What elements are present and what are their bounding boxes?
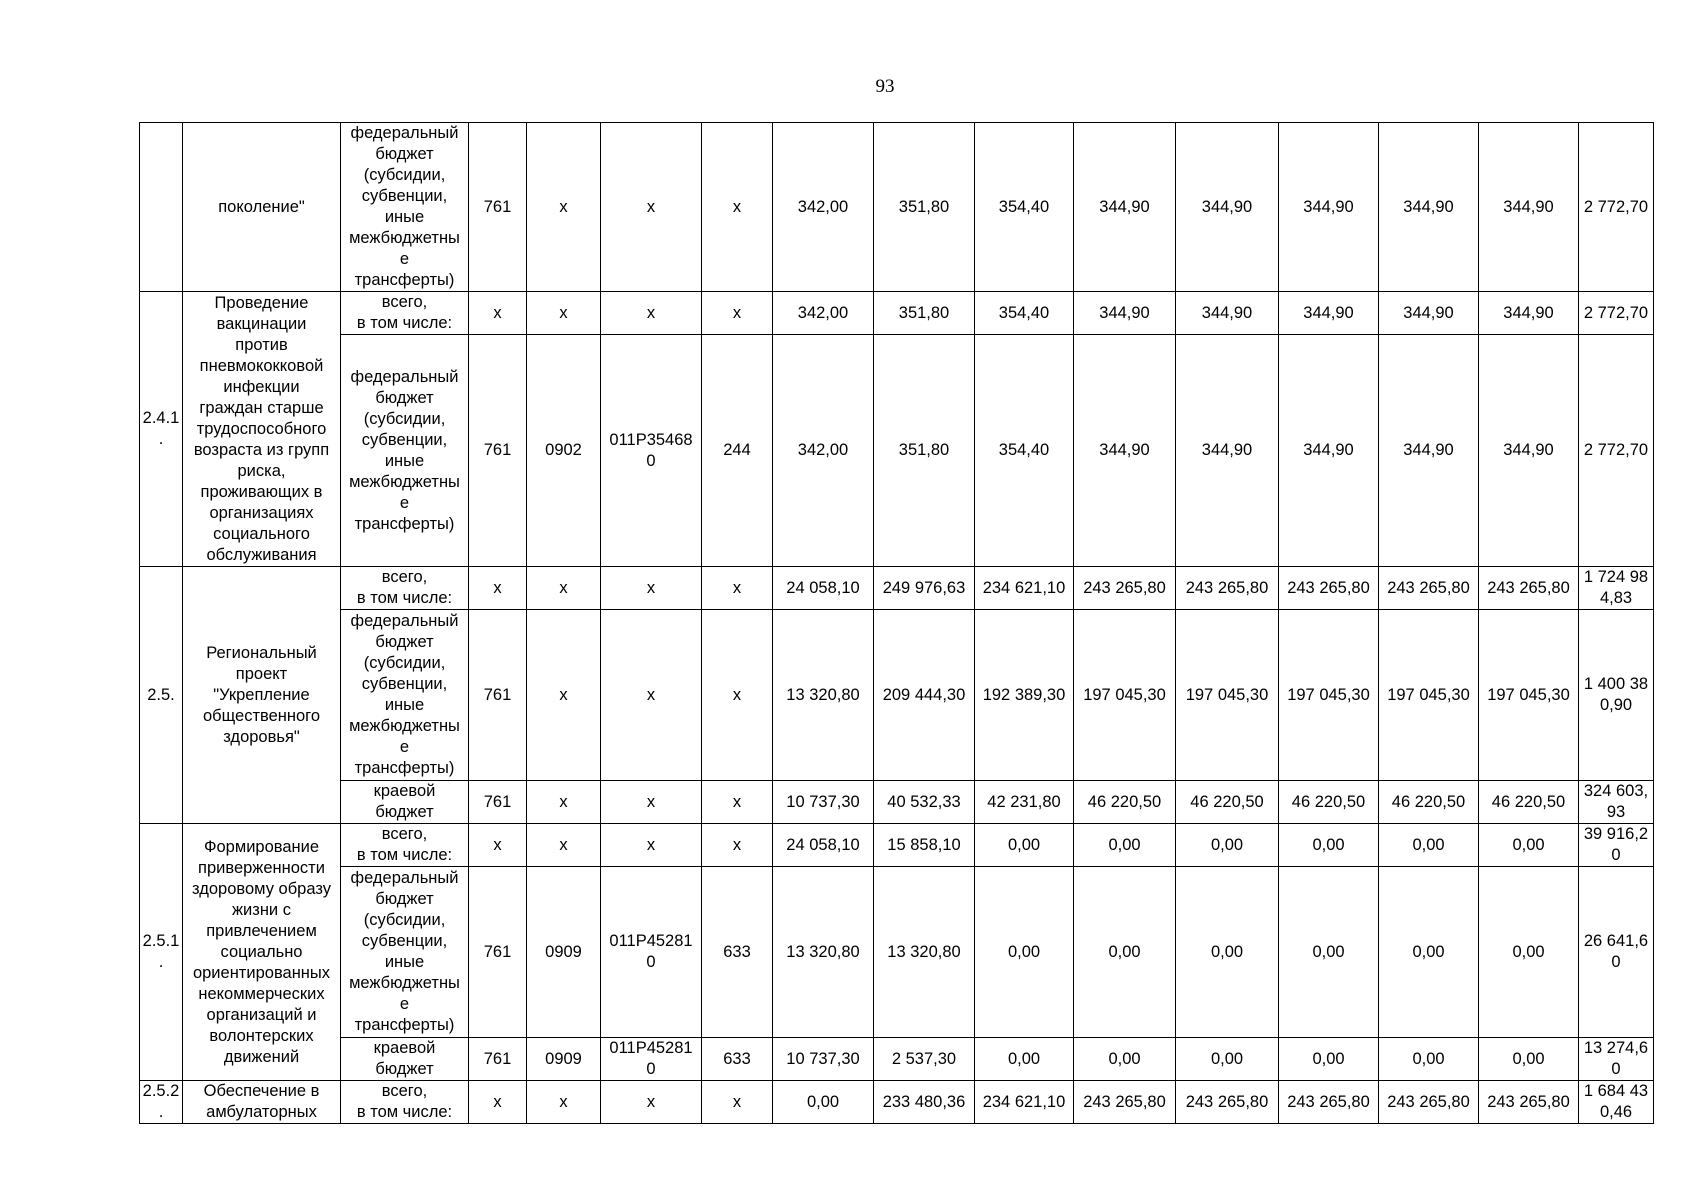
funding-source-line: е xyxy=(399,995,410,1013)
row-name-line: пневмококковой xyxy=(199,356,324,375)
funding-source-line: субвенции, xyxy=(361,430,448,449)
funding-source-line: трансферты) xyxy=(354,1016,455,1034)
value-total-line: 4,83 xyxy=(1599,589,1633,607)
funding-source-line: всего, xyxy=(381,1082,428,1100)
funding-source-line: в том числе: xyxy=(356,846,453,864)
value-total-line: 2 772,70 xyxy=(1583,197,1649,216)
value-2021: 192 389,30 xyxy=(975,610,1074,781)
grbs-code: x xyxy=(469,824,527,867)
rzpr-code: x xyxy=(527,292,601,335)
row-name-line: Региональный xyxy=(206,643,317,662)
row-name-line: жизни с xyxy=(232,900,291,919)
value-total-line: 2 772,70 xyxy=(1583,303,1649,322)
row-name-line: вакцинации xyxy=(216,314,307,333)
row-name-line: против xyxy=(235,335,288,354)
funding-source-line: федеральный xyxy=(350,612,459,630)
vr-code: 633 xyxy=(702,1038,773,1081)
funding-source xyxy=(341,867,469,1038)
row-name-line: Проведение xyxy=(214,293,309,312)
value-2025: 0,00 xyxy=(1379,824,1479,867)
funding-source-line: бюджет xyxy=(375,145,434,163)
csr-code-line: 011P45281 xyxy=(609,932,693,950)
table-row xyxy=(140,610,1654,781)
value-2023: 46 220,50 xyxy=(1176,781,1279,824)
row-name-line: движений xyxy=(223,1047,300,1066)
value-total xyxy=(1579,123,1654,292)
value-total xyxy=(1579,1038,1654,1081)
row-name-line: ориентированных xyxy=(192,963,331,982)
grbs-code: x xyxy=(469,567,527,610)
value-2024: 0,00 xyxy=(1279,824,1379,867)
row-name xyxy=(183,824,341,1081)
funding-source-line: всего, xyxy=(381,568,428,586)
value-total xyxy=(1579,1081,1654,1124)
table-row xyxy=(140,1081,1654,1124)
value-2024: 0,00 xyxy=(1279,1038,1379,1081)
funding-source-line: в том числе: xyxy=(356,589,453,607)
row-name-line: амбулаторных xyxy=(206,1103,317,1121)
grbs-code: x xyxy=(469,292,527,335)
funding-source-line: в том числе: xyxy=(356,314,453,332)
rzpr-code: 0909 xyxy=(527,1038,601,1081)
row-name xyxy=(183,123,341,292)
funding-source-line: е xyxy=(399,250,410,268)
value-2020: 40 532,33 xyxy=(874,781,975,824)
funding-source-line: иные xyxy=(384,953,425,971)
csr-code xyxy=(601,123,702,292)
value-2022: 344,90 xyxy=(1074,335,1176,567)
value-2022: 197 045,30 xyxy=(1074,610,1176,781)
value-2025: 344,90 xyxy=(1379,335,1479,567)
grbs-code: 761 xyxy=(469,1038,527,1081)
value-2019: 342,00 xyxy=(773,292,874,335)
value-2025: 197 045,30 xyxy=(1379,610,1479,781)
vr-code: x xyxy=(702,567,773,610)
funding-source-line: федеральный xyxy=(350,367,459,386)
funding-source xyxy=(341,292,469,335)
row-name-line: приверженности xyxy=(198,858,325,877)
rzpr-code: x xyxy=(527,1081,601,1124)
value-2019: 342,00 xyxy=(773,123,874,292)
value-total-line: 93 xyxy=(1606,803,1626,821)
value-2025: 243 265,80 xyxy=(1379,1081,1479,1124)
value-2022: 46 220,50 xyxy=(1074,781,1176,824)
row-name-line: привлечением xyxy=(206,921,317,940)
table-row xyxy=(140,824,1654,867)
grbs-code: 761 xyxy=(469,610,527,781)
value-2022: 344,90 xyxy=(1074,123,1176,292)
csr-code-line: 011P45281 xyxy=(609,1039,693,1057)
funding-source-line: субвенции, xyxy=(361,187,448,205)
funding-source xyxy=(341,610,469,781)
funding-source-line: трансферты) xyxy=(354,759,455,777)
value-2023: 0,00 xyxy=(1176,824,1279,867)
value-2026: 344,90 xyxy=(1479,123,1579,292)
csr-code xyxy=(601,335,702,567)
value-2021: 234 621,10 xyxy=(975,567,1074,610)
value-2019: 0,00 xyxy=(773,1081,874,1124)
value-2019: 24 058,10 xyxy=(773,824,874,867)
funding-source-line: межбюджетны xyxy=(349,472,460,491)
row-name-line: "Укрепление xyxy=(213,685,310,704)
page-number: 93 xyxy=(875,76,895,97)
row-name-line: Формирование xyxy=(203,837,320,856)
value-total-line: 0 xyxy=(1611,846,1621,864)
value-total-line: 13 274,6 xyxy=(1583,1039,1649,1057)
funding-source-line: всего, xyxy=(381,293,428,311)
row-number: 2.4.1. xyxy=(140,292,183,567)
csr-code xyxy=(601,781,702,824)
funding-source-line: бюджет xyxy=(375,1060,434,1078)
row-name-line: граждан старше xyxy=(199,398,324,417)
value-2020: 351,80 xyxy=(874,123,975,292)
value-2020: 351,80 xyxy=(874,335,975,567)
funding-source-line: трансферты) xyxy=(354,271,455,289)
funding-source-line: е xyxy=(399,493,410,512)
funding-source-line: иные xyxy=(384,208,425,226)
vr-code: x xyxy=(702,610,773,781)
value-2020: 351,80 xyxy=(874,292,975,335)
table-row xyxy=(140,567,1654,610)
table-row xyxy=(140,781,1654,824)
value-2020: 2 537,30 xyxy=(874,1038,975,1081)
csr-code-line: x xyxy=(646,1092,656,1111)
value-total-line: 2 772,70 xyxy=(1583,441,1649,459)
value-2023: 0,00 xyxy=(1176,867,1279,1038)
value-2024: 243 265,80 xyxy=(1279,567,1379,610)
funding-source-line: иные xyxy=(384,451,425,470)
funding-source xyxy=(341,1081,469,1124)
value-2026: 344,90 xyxy=(1479,335,1579,567)
value-2020: 233 480,36 xyxy=(874,1081,975,1124)
row-name-line: организаций и xyxy=(206,1005,317,1024)
value-2019: 24 058,10 xyxy=(773,567,874,610)
funding-source xyxy=(341,1038,469,1081)
row-name-line: социально xyxy=(220,942,303,961)
row-name-line: поколение" xyxy=(218,197,305,216)
value-2021: 0,00 xyxy=(975,867,1074,1038)
funding-source-line: субвенции, xyxy=(361,932,448,950)
value-total xyxy=(1579,781,1654,824)
row-name-line: обслуживания xyxy=(206,545,317,564)
value-total-line: 1 400 38 xyxy=(1583,675,1649,693)
funding-source-line: (субсидии, xyxy=(363,166,446,184)
table-row xyxy=(140,867,1654,1038)
vr-code: x xyxy=(702,1081,773,1124)
value-2019: 342,00 xyxy=(773,335,874,567)
value-total xyxy=(1579,335,1654,567)
vr-code: x xyxy=(702,123,773,292)
row-name-line: проживающих в xyxy=(200,482,323,501)
funding-source-line: бюджет xyxy=(375,890,434,908)
value-2026: 197 045,30 xyxy=(1479,610,1579,781)
vr-code: 244 xyxy=(702,335,773,567)
csr-code xyxy=(601,824,702,867)
funding-source-line: (субсидии, xyxy=(363,654,446,672)
vr-code: x xyxy=(702,292,773,335)
grbs-code: 761 xyxy=(469,781,527,824)
grbs-code: 761 xyxy=(469,335,527,567)
value-2026: 243 265,80 xyxy=(1479,567,1579,610)
row-name-line: социального xyxy=(213,524,310,543)
funding-source-line: трансферты) xyxy=(354,514,455,533)
table-row xyxy=(140,292,1654,335)
row-name-line: некоммерческих xyxy=(198,984,325,1003)
value-2020: 15 858,10 xyxy=(874,824,975,867)
funding-source xyxy=(341,123,469,292)
funding-source xyxy=(341,781,469,824)
rzpr-code: x xyxy=(527,610,601,781)
row-name-line: общественного xyxy=(203,706,320,725)
funding-source-line: федеральный xyxy=(350,124,459,142)
row-number: 2.5.2. xyxy=(140,1081,183,1124)
value-2024: 243 265,80 xyxy=(1279,1081,1379,1124)
csr-code xyxy=(601,1081,702,1124)
grbs-code: x xyxy=(469,1081,527,1124)
value-total-line: 0 xyxy=(1611,953,1621,971)
value-2026: 0,00 xyxy=(1479,1038,1579,1081)
value-total xyxy=(1579,824,1654,867)
value-2022: 344,90 xyxy=(1074,292,1176,335)
funding-source-line: всего, xyxy=(381,825,428,843)
funding-source xyxy=(341,335,469,567)
funding-source-line: е xyxy=(399,738,410,756)
funding-source-line: межбюджетны xyxy=(349,229,460,247)
value-total xyxy=(1579,610,1654,781)
value-2019: 10 737,30 xyxy=(773,1038,874,1081)
csr-code-line: 0 xyxy=(646,451,656,470)
row-name-line: возраста из групп xyxy=(193,440,330,459)
value-2021: 234 621,10 xyxy=(975,1081,1074,1124)
value-2021: 354,40 xyxy=(975,123,1074,292)
value-total-line: 0,46 xyxy=(1599,1103,1633,1121)
value-2026: 0,00 xyxy=(1479,824,1579,867)
csr-code-line: x xyxy=(646,835,656,854)
csr-code xyxy=(601,1038,702,1081)
value-2024: 344,90 xyxy=(1279,335,1379,567)
value-2021: 0,00 xyxy=(975,1038,1074,1081)
value-2024: 344,90 xyxy=(1279,292,1379,335)
row-number: 2.5.1. xyxy=(140,824,183,1081)
funding-source-line: федеральный xyxy=(350,869,459,887)
value-2019: 13 320,80 xyxy=(773,610,874,781)
value-2023: 344,90 xyxy=(1176,292,1279,335)
value-2021: 42 231,80 xyxy=(975,781,1074,824)
value-2025: 344,90 xyxy=(1379,123,1479,292)
value-2025: 243 265,80 xyxy=(1379,567,1479,610)
table-row xyxy=(140,335,1654,567)
value-2026: 46 220,50 xyxy=(1479,781,1579,824)
csr-code-line: x xyxy=(646,197,656,216)
funding-source-line: межбюджетны xyxy=(349,717,460,735)
value-2023: 0,00 xyxy=(1176,1038,1279,1081)
rzpr-code: x xyxy=(527,781,601,824)
csr-code xyxy=(601,567,702,610)
value-2024: 46 220,50 xyxy=(1279,781,1379,824)
value-2024: 0,00 xyxy=(1279,867,1379,1038)
rzpr-code: 0909 xyxy=(527,867,601,1038)
vr-code: x xyxy=(702,824,773,867)
table-row xyxy=(140,1038,1654,1081)
value-2023: 344,90 xyxy=(1176,335,1279,567)
funding-source xyxy=(341,824,469,867)
value-2022: 0,00 xyxy=(1074,824,1176,867)
value-2025: 0,00 xyxy=(1379,867,1479,1038)
funding-source xyxy=(341,567,469,610)
value-total-line: 0,90 xyxy=(1599,696,1633,714)
value-2025: 0,00 xyxy=(1379,1038,1479,1081)
funding-source-line: (субсидии, xyxy=(363,409,446,428)
value-2019: 10 737,30 xyxy=(773,781,874,824)
funding-source-line: краевой xyxy=(373,1039,436,1057)
row-name xyxy=(183,567,341,824)
csr-code xyxy=(601,292,702,335)
value-2022: 0,00 xyxy=(1074,1038,1176,1081)
rzpr-code: 0902 xyxy=(527,335,601,567)
value-2023: 344,90 xyxy=(1176,123,1279,292)
value-2023: 243 265,80 xyxy=(1176,567,1279,610)
funding-source-line: краевой xyxy=(373,782,436,800)
row-name-line: проект xyxy=(235,664,288,683)
value-total xyxy=(1579,567,1654,610)
csr-code-line: 0 xyxy=(646,1060,656,1078)
value-total xyxy=(1579,292,1654,335)
value-2024: 344,90 xyxy=(1279,123,1379,292)
row-name-line: здоровому образу xyxy=(192,879,331,898)
value-total xyxy=(1579,867,1654,1038)
csr-code-line: x xyxy=(646,303,656,322)
value-2026: 344,90 xyxy=(1479,292,1579,335)
value-2026: 243 265,80 xyxy=(1479,1081,1579,1124)
value-2020: 209 444,30 xyxy=(874,610,975,781)
funding-source-line: субвенции, xyxy=(361,675,448,693)
value-total-line: 1 724 98 xyxy=(1583,568,1649,586)
value-2022: 243 265,80 xyxy=(1074,567,1176,610)
csr-code-line: x xyxy=(646,792,656,811)
csr-code-line: x xyxy=(646,578,656,597)
row-number: 2.5. xyxy=(140,567,183,824)
row-name-line: волонтерских xyxy=(209,1026,314,1045)
funding-source-line: бюджет xyxy=(375,388,434,407)
funding-source-line: иные xyxy=(384,696,425,714)
vr-code: x xyxy=(702,781,773,824)
funding-source-line: (субсидии, xyxy=(363,911,446,929)
rzpr-code: x xyxy=(527,824,601,867)
row-name-line: здоровья" xyxy=(223,727,300,746)
csr-code-line: 0 xyxy=(646,953,656,971)
value-total-line: 26 641,6 xyxy=(1583,932,1649,950)
value-2020: 13 320,80 xyxy=(874,867,975,1038)
row-name xyxy=(183,1081,341,1124)
value-2021: 354,40 xyxy=(975,335,1074,567)
csr-code xyxy=(601,610,702,781)
value-2023: 243 265,80 xyxy=(1176,1081,1279,1124)
value-2022: 243 265,80 xyxy=(1074,1081,1176,1124)
value-2020: 249 976,63 xyxy=(874,567,975,610)
csr-code xyxy=(601,867,702,1038)
funding-source-line: межбюджетны xyxy=(349,974,460,992)
funding-source-line: бюджет xyxy=(375,803,434,821)
grbs-code: 761 xyxy=(469,867,527,1038)
budget-table xyxy=(139,122,1654,1124)
funding-source-line: в том числе: xyxy=(356,1103,453,1121)
value-total-line: 0 xyxy=(1611,1060,1621,1078)
value-total-line: 1 684 43 xyxy=(1583,1082,1649,1100)
value-2025: 344,90 xyxy=(1379,292,1479,335)
value-2019: 13 320,80 xyxy=(773,867,874,1038)
row-name-line: риска, xyxy=(237,461,286,480)
funding-source-line: бюджет xyxy=(375,633,434,651)
rzpr-code: x xyxy=(527,123,601,292)
value-total-line: 324 603, xyxy=(1583,782,1649,800)
grbs-code: 761 xyxy=(469,123,527,292)
value-2021: 354,40 xyxy=(975,292,1074,335)
row-name xyxy=(183,292,341,567)
row-number xyxy=(140,123,183,292)
row-name-line: Обеспечение в xyxy=(203,1082,320,1100)
row-name-line: инфекции xyxy=(223,377,300,396)
table-row xyxy=(140,123,1654,292)
rzpr-code: x xyxy=(527,567,601,610)
value-2022: 0,00 xyxy=(1074,867,1176,1038)
value-2024: 197 045,30 xyxy=(1279,610,1379,781)
value-2023: 197 045,30 xyxy=(1176,610,1279,781)
value-2021: 0,00 xyxy=(975,824,1074,867)
csr-code-line: x xyxy=(646,685,656,704)
value-2025: 46 220,50 xyxy=(1379,781,1479,824)
vr-code: 633 xyxy=(702,867,773,1038)
value-total-line: 39 916,2 xyxy=(1583,825,1649,843)
csr-code-line: 011P35468 xyxy=(609,430,693,449)
value-2026: 0,00 xyxy=(1479,867,1579,1038)
row-name-line: организациях xyxy=(209,503,314,522)
row-name-line: трудоспособного xyxy=(196,419,327,438)
